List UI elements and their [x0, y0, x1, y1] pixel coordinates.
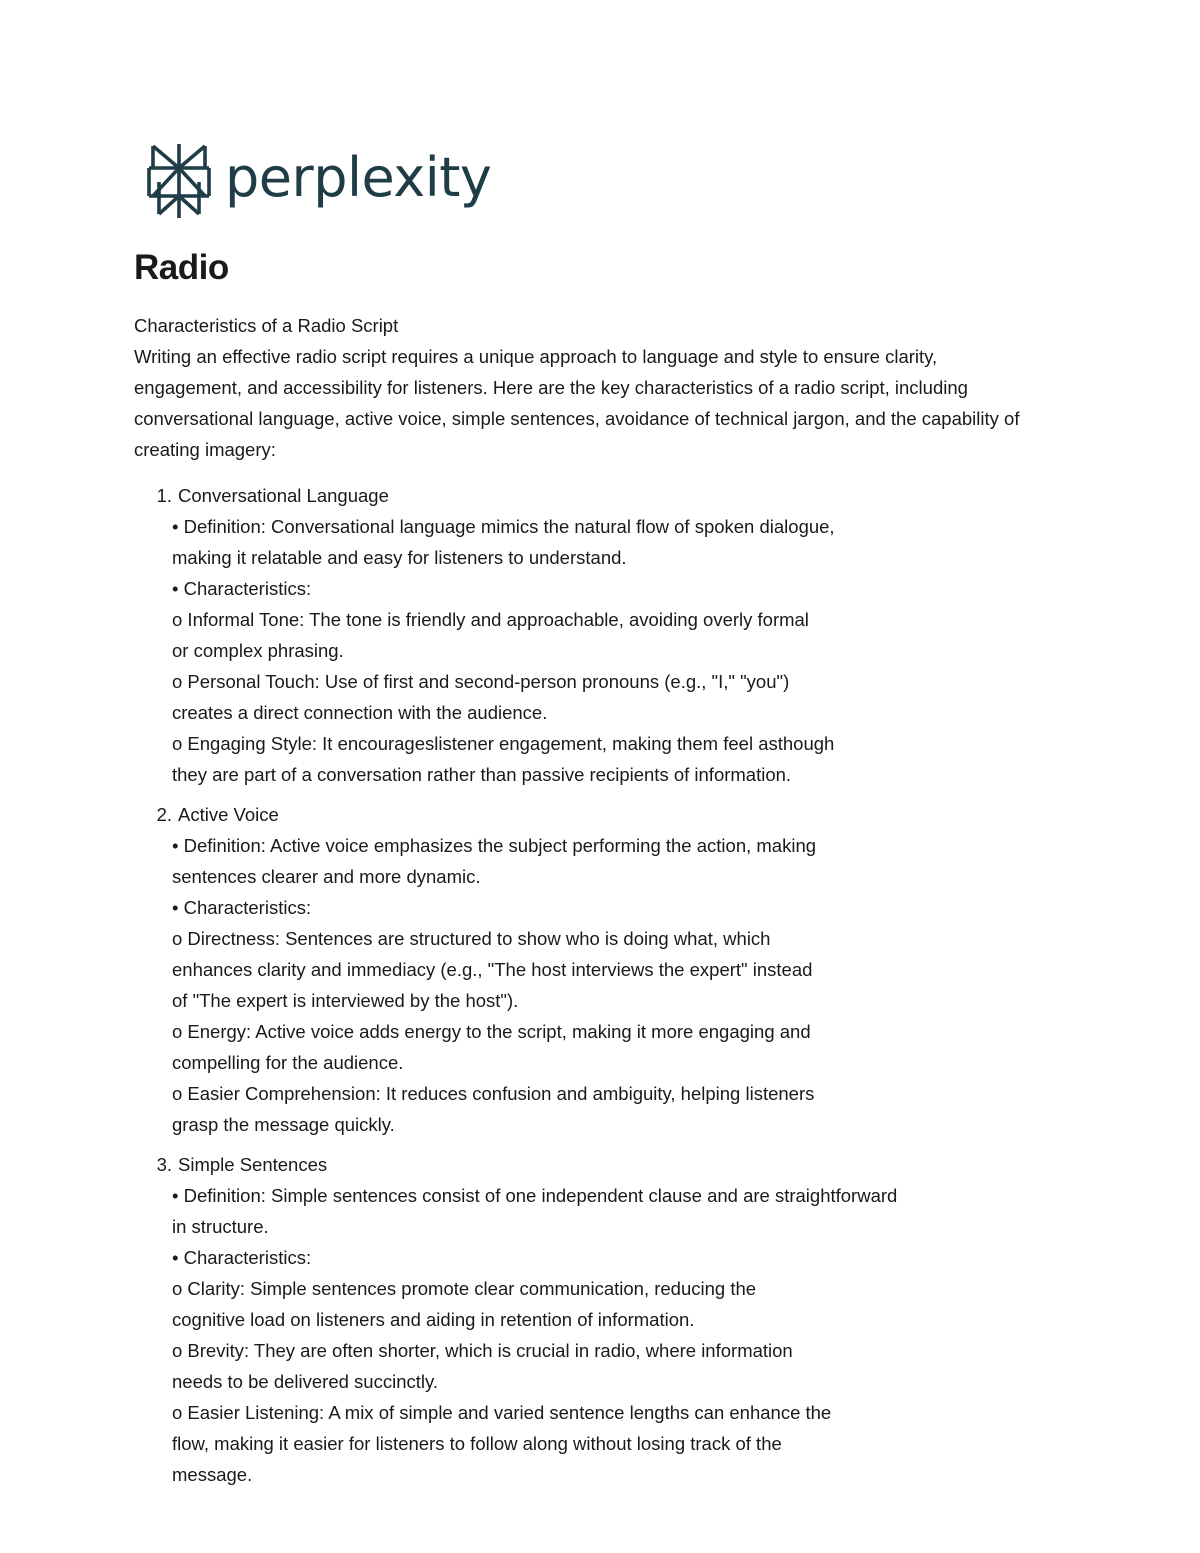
perplexity-logo-icon: [147, 142, 211, 220]
section-heading: [134, 480, 1049, 511]
section-simple-sentences: [134, 1149, 1049, 1490]
list-line: they are part of a conversation rather than passive recipients of information.: [172, 764, 792, 785]
section-heading: [134, 1149, 1049, 1180]
list-line: • Characteristics:: [172, 1247, 312, 1268]
list-line: o Easier Listening: A mix of simple and varied sentence lengths can enhance the: [172, 1402, 832, 1423]
list-line: • Definition: Simple sentences consist of one independent clause and are straightforward: [172, 1185, 898, 1206]
page-title: Radio: [134, 248, 229, 287]
list-line: flow, making it easier for listeners to follow along without losing track of the: [172, 1433, 782, 1454]
list-line: sentences clearer and more dynamic.: [172, 866, 481, 887]
brand-wordmark: perplexity: [225, 146, 492, 209]
list-line: o Energy: Active voice adds energy to the script, making it more engaging and: [172, 1021, 811, 1042]
list-line: needs to be delivered succinctly.: [172, 1371, 439, 1392]
list-line: • Definition: Conversational language mimics the natural flow of spoken dialogue,: [172, 516, 835, 537]
section-body: [134, 511, 1049, 790]
list-line: message.: [172, 1464, 253, 1485]
section-number: 3.: [156, 1154, 172, 1175]
list-line: compelling for the audience.: [172, 1052, 404, 1073]
list-line: of "The expert is interviewed by the host").: [172, 990, 519, 1011]
list-line: o Directness: Sentences are structured to show who is doing what, which: [172, 928, 771, 949]
list-line: • Characteristics:: [172, 578, 312, 599]
list-line: • Characteristics:: [172, 897, 312, 918]
section-body: [134, 1180, 1049, 1490]
list-line: o Easier Comprehension: It reduces confusion and ambiguity, helping listeners: [172, 1083, 815, 1104]
list-line: or complex phrasing.: [172, 640, 344, 661]
list-line: cognitive load on listeners and aiding in retention of information.: [172, 1309, 695, 1330]
intro-paragraph: Writing an effective radio script requires a unique approach to language and style to ensure clarity, engagement, and accessibility for listeners. Here are the key characteristics of a radio script, including conversational language, active voice, simple sentences, avoidance of technical jargon, and the capability of creating imagery:: [134, 346, 1020, 460]
list-line: enhances clarity and immediacy (e.g., "The host interviews the expert" instead: [172, 959, 813, 980]
section-body: [134, 830, 1049, 1140]
section-conversational-language: [134, 480, 1049, 790]
document-body: [134, 310, 1049, 1499]
section-title: Conversational Language: [178, 485, 389, 506]
section-number: 1.: [156, 485, 172, 506]
section-heading: [134, 799, 1049, 830]
section-number: 2.: [156, 804, 172, 825]
list-line: o Informal Tone: The tone is friendly and approachable, avoiding overly formal: [172, 609, 809, 630]
list-line: • Definition: Active voice emphasizes the subject performing the action, making: [172, 835, 817, 856]
list-line: o Clarity: Simple sentences promote clear communication, reducing the: [172, 1278, 757, 1299]
list-line: o Personal Touch: Use of first and second-person pronouns (e.g., "I," "you"): [172, 671, 790, 692]
list-line: o Brevity: They are often shorter, which is crucial in radio, where information: [172, 1340, 793, 1361]
list-line: creates a direct connection with the audience.: [172, 702, 548, 723]
section-active-voice: [134, 799, 1049, 1140]
list-line: grasp the message quickly.: [172, 1114, 395, 1135]
list-line: in structure.: [172, 1216, 269, 1237]
brand-logo: [147, 142, 491, 220]
subtitle: Characteristics of a Radio Script: [134, 315, 399, 336]
section-title: Active Voice: [178, 804, 279, 825]
list-line: o Engaging Style: It encourageslistener engagement, making them feel asthough: [172, 733, 835, 754]
list-line: making it relatable and easy for listeners to understand.: [172, 547, 627, 568]
section-title: Simple Sentences: [178, 1154, 328, 1175]
